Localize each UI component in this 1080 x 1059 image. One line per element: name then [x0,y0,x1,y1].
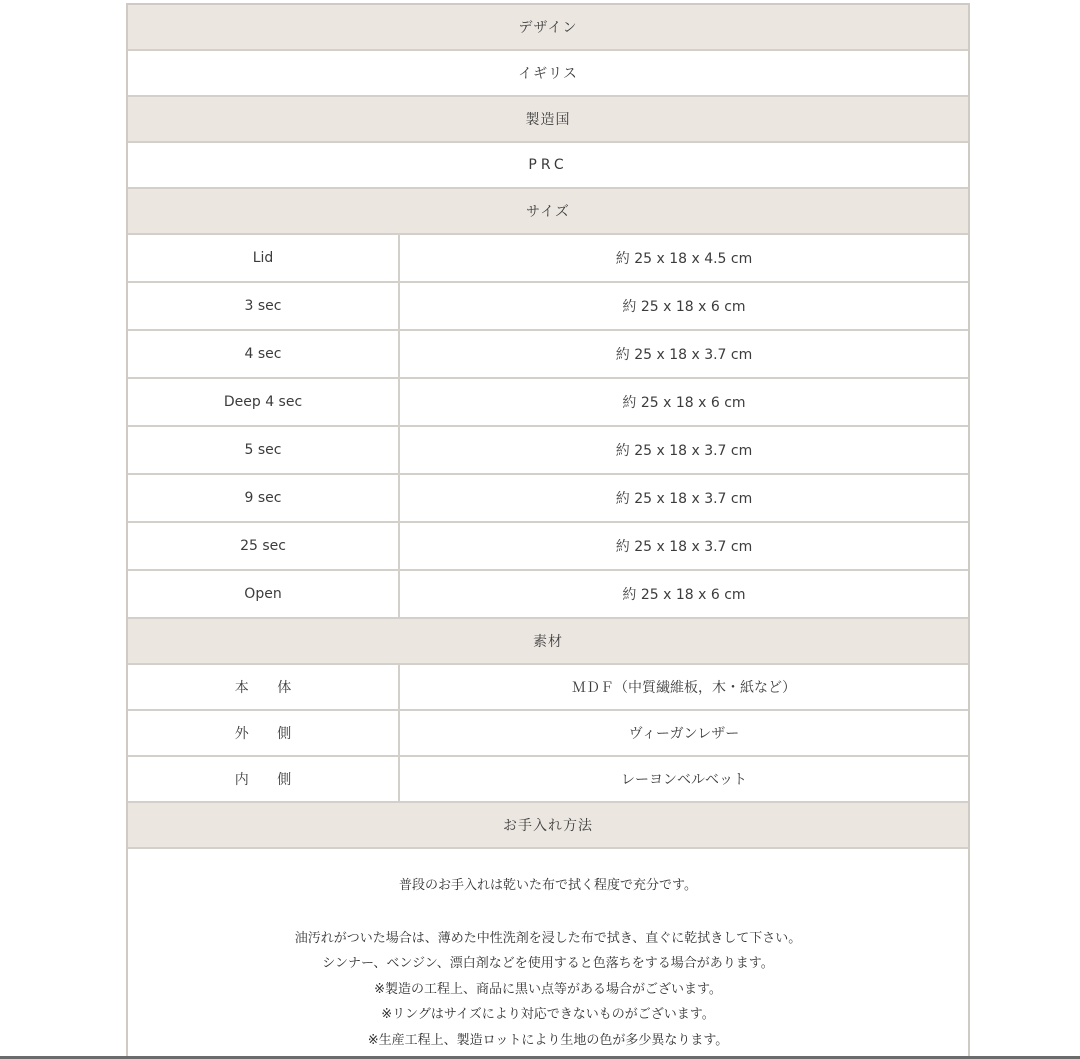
material-value: ＭＤＦ（中質繊維板，木・紙など） [572,680,796,696]
origin-value-row [128,143,968,189]
material-row [128,665,968,711]
care-line: ※生産工程上、製造ロットにより生地の色が多少異なります。 [367,1032,729,1048]
product-spec-table [126,3,970,1059]
material-heading-text: 素材 [533,634,563,650]
size-row [128,475,968,523]
size-label: 5 sec [128,427,400,473]
size-row [128,235,968,283]
size-row [128,523,968,571]
size-heading-text: サイズ [526,204,570,220]
size-label: 3 sec [128,283,400,329]
material-value: ヴィーガンレザー [628,726,740,742]
size-value: 約 25 x 18 x 3.7 cm [615,347,753,363]
size-label: 9 sec [128,475,400,521]
care-heading [128,803,968,849]
size-value: 約 25 x 18 x 3.7 cm [615,491,753,507]
design-value: イギリス [518,66,578,82]
size-value: 約 25 x 18 x 3.7 cm [615,443,753,459]
size-label: Deep 4 sec [128,379,400,425]
origin-value: PRC [528,157,568,173]
material-label: 外 側 [128,711,400,755]
size-row [128,571,968,619]
care-line: ※リングはサイズにより対応できないものがございます。 [381,1007,715,1022]
origin-heading [128,97,968,143]
origin-heading-text: 製造国 [525,112,571,128]
care-line: シンナー、ベンジン、漂白剤などを使用すると色落ちをする場合があります。 [322,956,774,971]
design-heading-text: デザイン [518,20,578,36]
material-label: 本 体 [128,665,400,709]
care-intro: 普段のお手入れは乾いた布で拭く程度で充分です。 [399,878,697,893]
size-row [128,427,968,475]
design-value-row [128,51,968,97]
material-label: 内 側 [128,757,400,801]
size-label: Lid [128,235,400,281]
care-line: 油汚れがついた場合は、薄めた中性洗剤を浸した布で拭き、直ぐに乾拭きして下さい。 [294,930,802,946]
size-value: 約 25 x 18 x 4.5 cm [615,251,753,267]
care-line: ※製造の工程上、商品に黒い点等がある場合がございます。 [374,981,722,997]
size-value: 約 25 x 18 x 3.7 cm [615,539,753,555]
size-value: 約 25 x 18 x 6 cm [622,299,746,315]
care-instructions [128,849,968,1059]
size-label: 25 sec [128,523,400,569]
design-heading [128,5,968,51]
size-label: Open [128,571,400,617]
material-row [128,711,968,757]
size-value: 約 25 x 18 x 6 cm [622,395,746,411]
size-heading [128,189,968,235]
size-row [128,283,968,331]
material-value: レーヨンベルベット [621,772,747,788]
size-row [128,379,968,427]
material-row [128,757,968,803]
size-label: 4 sec [128,331,400,377]
size-row [128,331,968,379]
material-heading [128,619,968,665]
size-value: 約 25 x 18 x 6 cm [622,587,746,603]
care-heading-text: お手入れ方法 [503,818,593,834]
